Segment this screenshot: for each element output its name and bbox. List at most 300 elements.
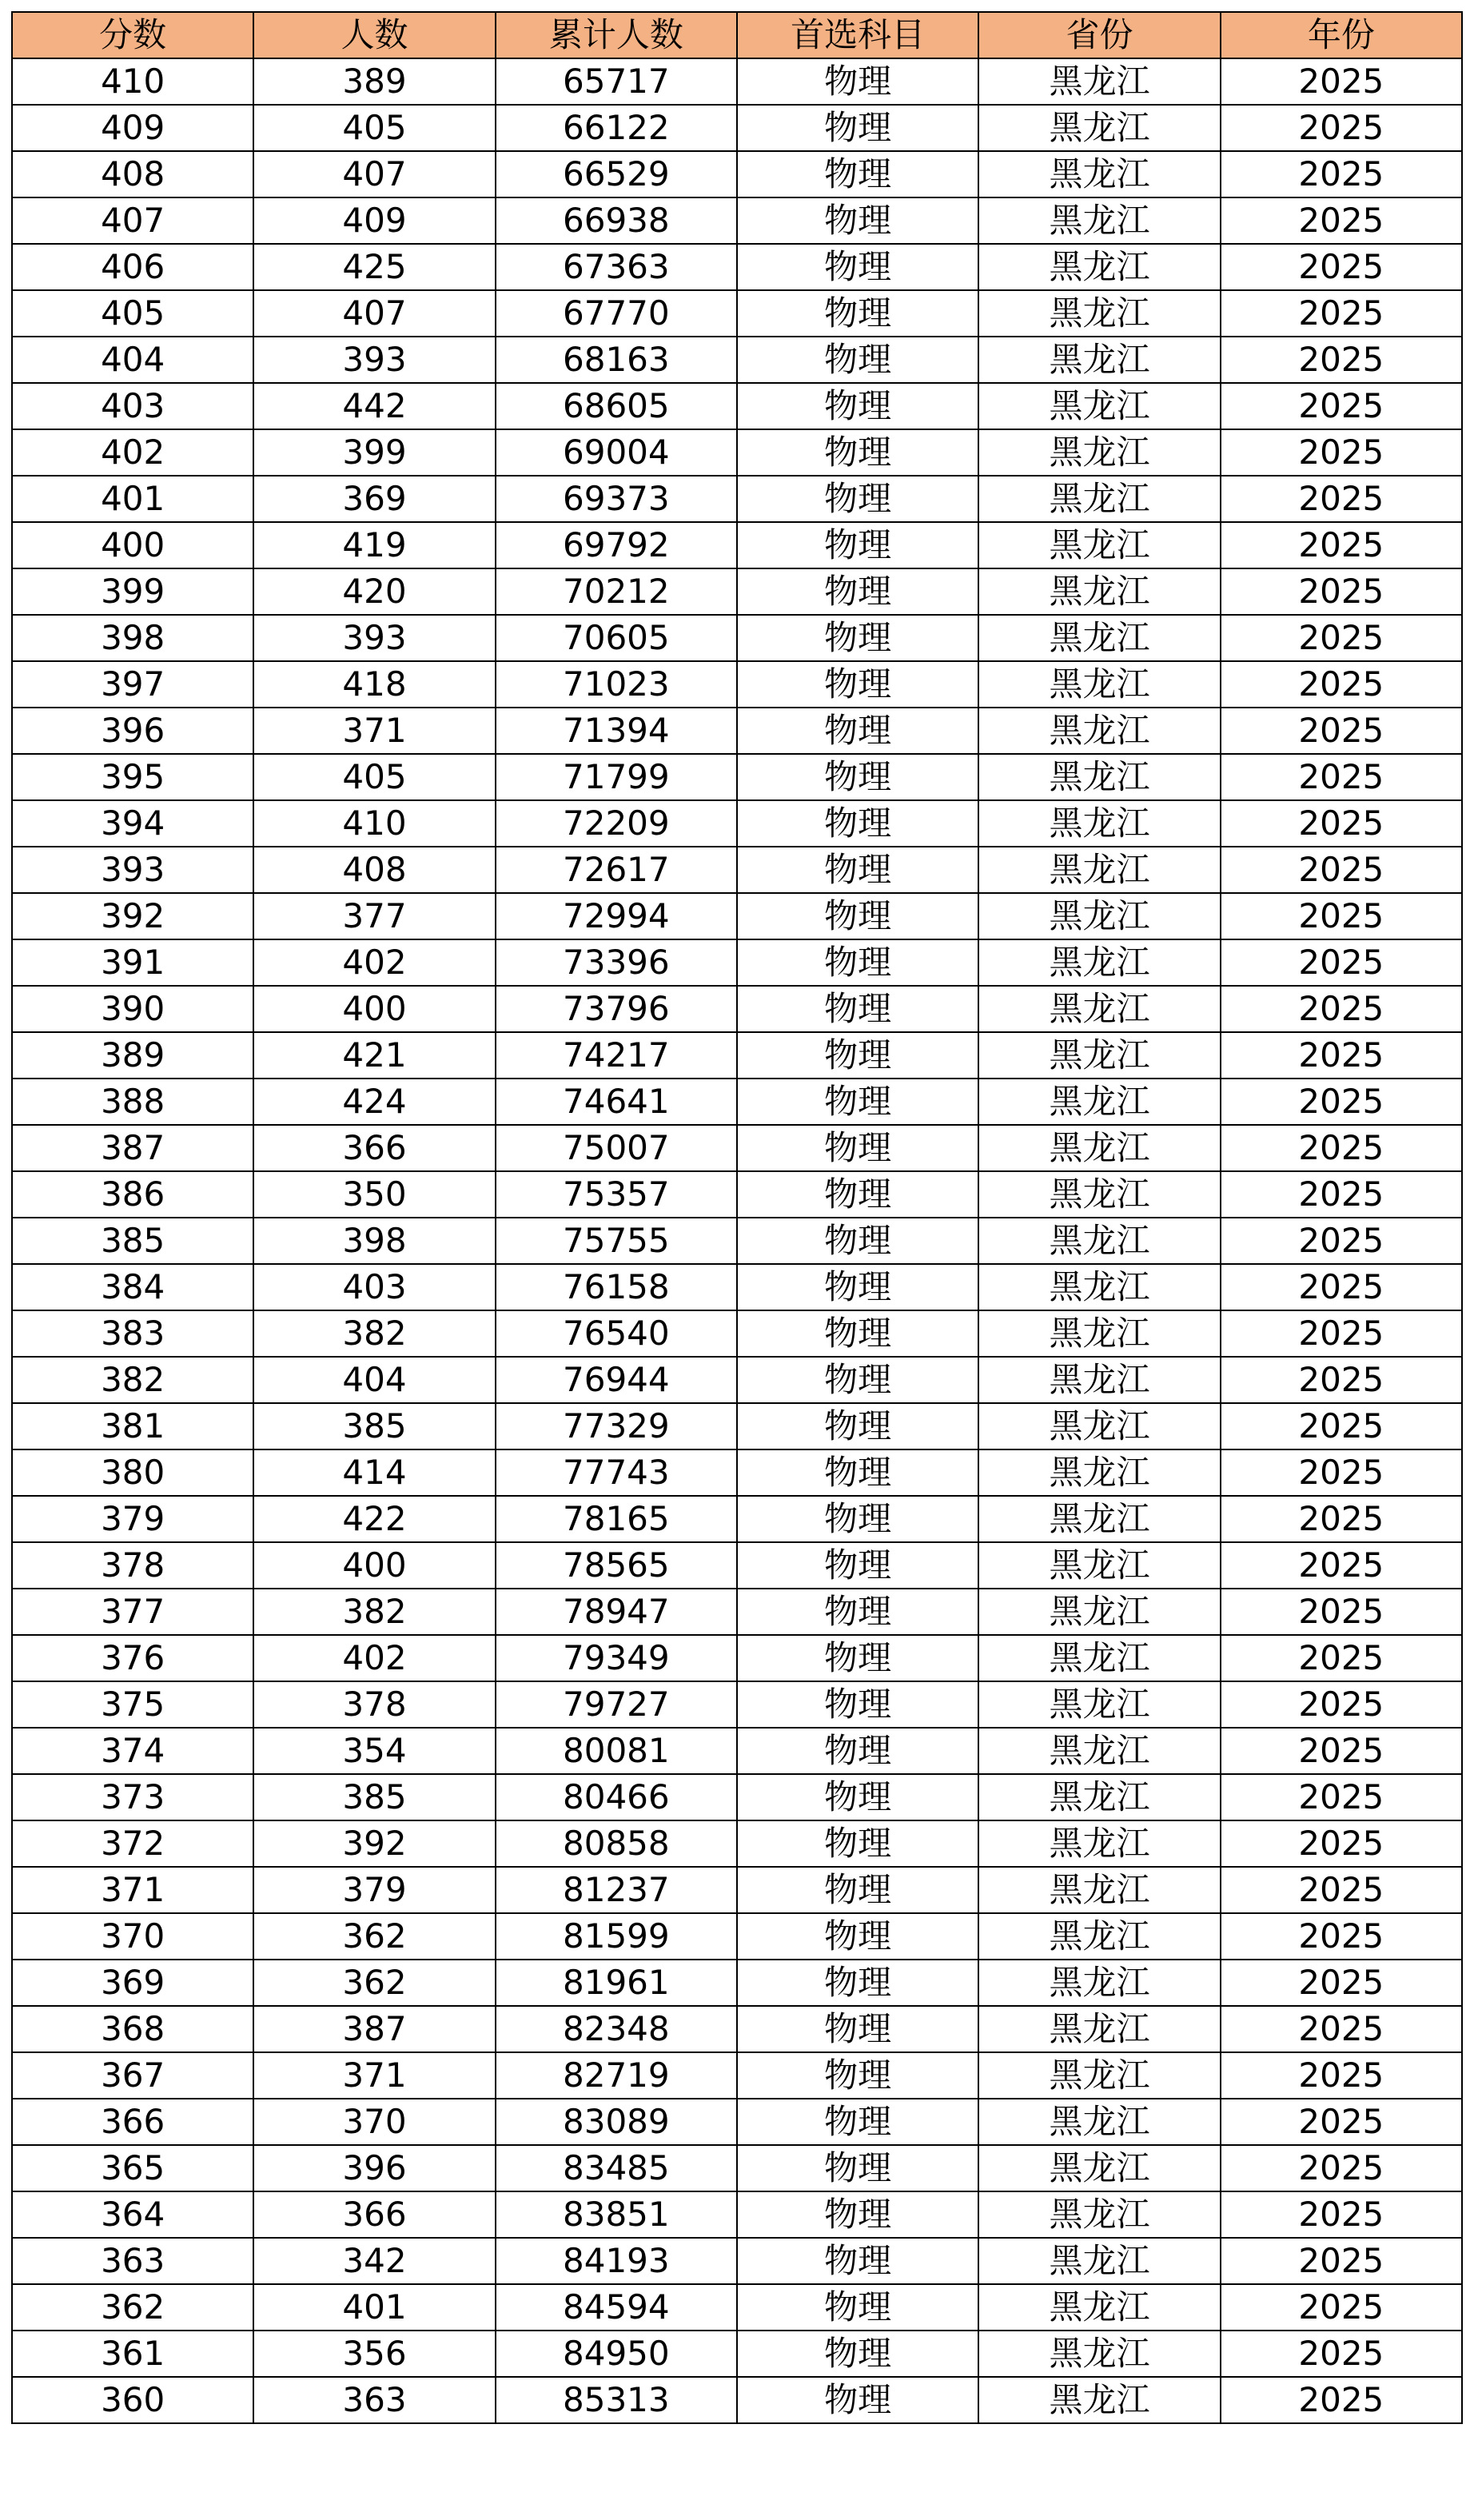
table-row xyxy=(12,522,1462,568)
table-row xyxy=(12,1310,1462,1357)
table-row xyxy=(12,337,1462,383)
province-cell: 黑龙江 xyxy=(978,476,1220,522)
year-cell: 2025 xyxy=(1221,754,1462,800)
count-cell: 356 xyxy=(253,2331,495,2377)
score-cell: 371 xyxy=(12,1867,253,1913)
province-cell: 黑龙江 xyxy=(978,1032,1220,1079)
subject-cell: 物理 xyxy=(737,2284,978,2331)
subject-cell: 物理 xyxy=(737,568,978,615)
province-cell: 黑龙江 xyxy=(978,939,1220,986)
year-cell: 2025 xyxy=(1221,2238,1462,2284)
score-cell: 404 xyxy=(12,337,253,383)
header-score: 分数 xyxy=(12,12,253,58)
subject-cell: 物理 xyxy=(737,708,978,754)
table-row xyxy=(12,1542,1462,1589)
province-cell: 黑龙江 xyxy=(978,1867,1220,1913)
cumulative-cell: 78947 xyxy=(496,1589,737,1635)
header-cumulative: 累计人数 xyxy=(496,12,737,58)
count-cell: 398 xyxy=(253,1218,495,1264)
year-cell: 2025 xyxy=(1221,800,1462,847)
cumulative-cell: 81961 xyxy=(496,1960,737,2006)
count-cell: 387 xyxy=(253,2006,495,2052)
year-cell: 2025 xyxy=(1221,1774,1462,1820)
table-row xyxy=(12,568,1462,615)
table-row xyxy=(12,754,1462,800)
cumulative-cell: 82719 xyxy=(496,2052,737,2099)
province-cell: 黑龙江 xyxy=(978,1449,1220,1496)
year-cell: 2025 xyxy=(1221,1542,1462,1589)
year-cell: 2025 xyxy=(1221,151,1462,197)
table-row xyxy=(12,2238,1462,2284)
table-row xyxy=(12,1913,1462,1960)
count-cell: 414 xyxy=(253,1449,495,1496)
count-cell: 362 xyxy=(253,1960,495,2006)
cumulative-cell: 84193 xyxy=(496,2238,737,2284)
province-cell: 黑龙江 xyxy=(978,847,1220,893)
score-cell: 367 xyxy=(12,2052,253,2099)
year-cell: 2025 xyxy=(1221,197,1462,244)
header-subject: 首选科目 xyxy=(737,12,978,58)
year-cell: 2025 xyxy=(1221,1125,1462,1171)
subject-cell: 物理 xyxy=(737,1913,978,1960)
table-row xyxy=(12,708,1462,754)
subject-cell: 物理 xyxy=(737,2331,978,2377)
cumulative-cell: 67363 xyxy=(496,244,737,290)
cumulative-cell: 80858 xyxy=(496,1820,737,1867)
subject-cell: 物理 xyxy=(737,2377,978,2423)
subject-cell: 物理 xyxy=(737,939,978,986)
year-cell: 2025 xyxy=(1221,105,1462,151)
subject-cell: 物理 xyxy=(737,1728,978,1774)
cumulative-cell: 83485 xyxy=(496,2145,737,2191)
year-cell: 2025 xyxy=(1221,1913,1462,1960)
province-cell: 黑龙江 xyxy=(978,1913,1220,1960)
province-cell: 黑龙江 xyxy=(978,1403,1220,1449)
score-cell: 401 xyxy=(12,476,253,522)
cumulative-cell: 77329 xyxy=(496,1403,737,1449)
cumulative-cell: 69373 xyxy=(496,476,737,522)
subject-cell: 物理 xyxy=(737,847,978,893)
year-cell: 2025 xyxy=(1221,986,1462,1032)
count-cell: 403 xyxy=(253,1264,495,1310)
cumulative-cell: 71023 xyxy=(496,661,737,708)
subject-cell: 物理 xyxy=(737,197,978,244)
year-cell: 2025 xyxy=(1221,58,1462,105)
score-cell: 381 xyxy=(12,1403,253,1449)
score-cell: 395 xyxy=(12,754,253,800)
year-cell: 2025 xyxy=(1221,1357,1462,1403)
score-table xyxy=(11,11,1463,2424)
score-cell: 405 xyxy=(12,290,253,337)
count-cell: 377 xyxy=(253,893,495,939)
count-cell: 408 xyxy=(253,847,495,893)
province-cell: 黑龙江 xyxy=(978,1820,1220,1867)
subject-cell: 物理 xyxy=(737,1403,978,1449)
table-row xyxy=(12,986,1462,1032)
subject-cell: 物理 xyxy=(737,522,978,568)
score-cell: 375 xyxy=(12,1681,253,1728)
province-cell: 黑龙江 xyxy=(978,1496,1220,1542)
province-cell: 黑龙江 xyxy=(978,522,1220,568)
count-cell: 409 xyxy=(253,197,495,244)
year-cell: 2025 xyxy=(1221,429,1462,476)
year-cell: 2025 xyxy=(1221,847,1462,893)
cumulative-cell: 78165 xyxy=(496,1496,737,1542)
cumulative-cell: 72617 xyxy=(496,847,737,893)
province-cell: 黑龙江 xyxy=(978,1125,1220,1171)
year-cell: 2025 xyxy=(1221,1310,1462,1357)
table-row xyxy=(12,1960,1462,2006)
subject-cell: 物理 xyxy=(737,1264,978,1310)
score-cell: 373 xyxy=(12,1774,253,1820)
subject-cell: 物理 xyxy=(737,1589,978,1635)
cumulative-cell: 70212 xyxy=(496,568,737,615)
count-cell: 410 xyxy=(253,800,495,847)
count-cell: 342 xyxy=(253,2238,495,2284)
score-cell: 361 xyxy=(12,2331,253,2377)
count-cell: 404 xyxy=(253,1357,495,1403)
year-cell: 2025 xyxy=(1221,1264,1462,1310)
cumulative-cell: 66122 xyxy=(496,105,737,151)
count-cell: 399 xyxy=(253,429,495,476)
score-cell: 366 xyxy=(12,2099,253,2145)
province-cell: 黑龙江 xyxy=(978,1960,1220,2006)
count-cell: 362 xyxy=(253,1913,495,1960)
header-province: 省份 xyxy=(978,12,1220,58)
subject-cell: 物理 xyxy=(737,58,978,105)
count-cell: 382 xyxy=(253,1589,495,1635)
cumulative-cell: 74641 xyxy=(496,1079,737,1125)
score-cell: 400 xyxy=(12,522,253,568)
cumulative-cell: 73396 xyxy=(496,939,737,986)
table-row xyxy=(12,476,1462,522)
table-row xyxy=(12,661,1462,708)
count-cell: 393 xyxy=(253,615,495,661)
province-cell: 黑龙江 xyxy=(978,1681,1220,1728)
cumulative-cell: 83089 xyxy=(496,2099,737,2145)
score-cell: 403 xyxy=(12,383,253,429)
province-cell: 黑龙江 xyxy=(978,1589,1220,1635)
table-row xyxy=(12,2284,1462,2331)
table-row xyxy=(12,429,1462,476)
year-cell: 2025 xyxy=(1221,1218,1462,1264)
score-cell: 380 xyxy=(12,1449,253,1496)
score-cell: 372 xyxy=(12,1820,253,1867)
subject-cell: 物理 xyxy=(737,1681,978,1728)
province-cell: 黑龙江 xyxy=(978,2006,1220,2052)
province-cell: 黑龙江 xyxy=(978,1310,1220,1357)
province-cell: 黑龙江 xyxy=(978,429,1220,476)
province-cell: 黑龙江 xyxy=(978,1774,1220,1820)
score-cell: 360 xyxy=(12,2377,253,2423)
province-cell: 黑龙江 xyxy=(978,197,1220,244)
subject-cell: 物理 xyxy=(737,2052,978,2099)
table-row xyxy=(12,1357,1462,1403)
table-row xyxy=(12,2099,1462,2145)
subject-cell: 物理 xyxy=(737,1960,978,2006)
count-cell: 421 xyxy=(253,1032,495,1079)
score-cell: 408 xyxy=(12,151,253,197)
province-cell: 黑龙江 xyxy=(978,800,1220,847)
score-cell: 389 xyxy=(12,1032,253,1079)
table-row xyxy=(12,1264,1462,1310)
year-cell: 2025 xyxy=(1221,337,1462,383)
year-cell: 2025 xyxy=(1221,1079,1462,1125)
table-row xyxy=(12,151,1462,197)
year-cell: 2025 xyxy=(1221,290,1462,337)
subject-cell: 物理 xyxy=(737,661,978,708)
score-cell: 378 xyxy=(12,1542,253,1589)
subject-cell: 物理 xyxy=(737,151,978,197)
count-cell: 392 xyxy=(253,1820,495,1867)
score-cell: 399 xyxy=(12,568,253,615)
subject-cell: 物理 xyxy=(737,1635,978,1681)
year-cell: 2025 xyxy=(1221,2006,1462,2052)
subject-cell: 物理 xyxy=(737,1218,978,1264)
score-cell: 387 xyxy=(12,1125,253,1171)
year-cell: 2025 xyxy=(1221,1403,1462,1449)
cumulative-cell: 81599 xyxy=(496,1913,737,1960)
score-cell: 386 xyxy=(12,1171,253,1218)
province-cell: 黑龙江 xyxy=(978,754,1220,800)
table-row xyxy=(12,2191,1462,2238)
count-cell: 424 xyxy=(253,1079,495,1125)
count-cell: 405 xyxy=(253,754,495,800)
count-cell: 385 xyxy=(253,1774,495,1820)
count-cell: 379 xyxy=(253,1867,495,1913)
subject-cell: 物理 xyxy=(737,2238,978,2284)
subject-cell: 物理 xyxy=(737,1079,978,1125)
score-cell: 406 xyxy=(12,244,253,290)
province-cell: 黑龙江 xyxy=(978,290,1220,337)
cumulative-cell: 76944 xyxy=(496,1357,737,1403)
table-row xyxy=(12,1218,1462,1264)
score-cell: 397 xyxy=(12,661,253,708)
year-cell: 2025 xyxy=(1221,893,1462,939)
cumulative-cell: 67770 xyxy=(496,290,737,337)
subject-cell: 物理 xyxy=(737,2099,978,2145)
count-cell: 422 xyxy=(253,1496,495,1542)
table-row xyxy=(12,1496,1462,1542)
cumulative-cell: 75357 xyxy=(496,1171,737,1218)
count-cell: 425 xyxy=(253,244,495,290)
count-cell: 354 xyxy=(253,1728,495,1774)
count-cell: 407 xyxy=(253,290,495,337)
subject-cell: 物理 xyxy=(737,1867,978,1913)
cumulative-cell: 75007 xyxy=(496,1125,737,1171)
score-cell: 390 xyxy=(12,986,253,1032)
year-cell: 2025 xyxy=(1221,2191,1462,2238)
table-row xyxy=(12,1125,1462,1171)
table-row xyxy=(12,1820,1462,1867)
score-cell: 407 xyxy=(12,197,253,244)
count-cell: 402 xyxy=(253,939,495,986)
cumulative-cell: 71799 xyxy=(496,754,737,800)
count-cell: 350 xyxy=(253,1171,495,1218)
score-cell: 376 xyxy=(12,1635,253,1681)
table-row xyxy=(12,1681,1462,1728)
table-row xyxy=(12,197,1462,244)
subject-cell: 物理 xyxy=(737,615,978,661)
cumulative-cell: 73796 xyxy=(496,986,737,1032)
count-cell: 370 xyxy=(253,2099,495,2145)
province-cell: 黑龙江 xyxy=(978,2191,1220,2238)
header-count: 人数 xyxy=(253,12,495,58)
score-cell: 364 xyxy=(12,2191,253,2238)
year-cell: 2025 xyxy=(1221,522,1462,568)
cumulative-cell: 80081 xyxy=(496,1728,737,1774)
subject-cell: 物理 xyxy=(737,429,978,476)
year-cell: 2025 xyxy=(1221,1032,1462,1079)
year-cell: 2025 xyxy=(1221,1728,1462,1774)
table-row xyxy=(12,939,1462,986)
cumulative-cell: 81237 xyxy=(496,1867,737,1913)
year-cell: 2025 xyxy=(1221,939,1462,986)
province-cell: 黑龙江 xyxy=(978,568,1220,615)
province-cell: 黑龙江 xyxy=(978,244,1220,290)
subject-cell: 物理 xyxy=(737,986,978,1032)
year-cell: 2025 xyxy=(1221,1449,1462,1496)
province-cell: 黑龙江 xyxy=(978,615,1220,661)
subject-cell: 物理 xyxy=(737,476,978,522)
province-cell: 黑龙江 xyxy=(978,58,1220,105)
table-row xyxy=(12,1589,1462,1635)
year-cell: 2025 xyxy=(1221,661,1462,708)
table-row xyxy=(12,2331,1462,2377)
cumulative-cell: 76540 xyxy=(496,1310,737,1357)
year-cell: 2025 xyxy=(1221,615,1462,661)
year-cell: 2025 xyxy=(1221,2331,1462,2377)
count-cell: 400 xyxy=(253,1542,495,1589)
score-cell: 362 xyxy=(12,2284,253,2331)
score-cell: 379 xyxy=(12,1496,253,1542)
cumulative-cell: 66938 xyxy=(496,197,737,244)
province-cell: 黑龙江 xyxy=(978,2284,1220,2331)
table-row xyxy=(12,1635,1462,1681)
count-cell: 402 xyxy=(253,1635,495,1681)
score-cell: 385 xyxy=(12,1218,253,1264)
table-row xyxy=(12,290,1462,337)
count-cell: 420 xyxy=(253,568,495,615)
subject-cell: 物理 xyxy=(737,1542,978,1589)
year-cell: 2025 xyxy=(1221,1867,1462,1913)
year-cell: 2025 xyxy=(1221,1820,1462,1867)
subject-cell: 物理 xyxy=(737,1820,978,1867)
table-row xyxy=(12,1403,1462,1449)
score-cell: 388 xyxy=(12,1079,253,1125)
province-cell: 黑龙江 xyxy=(978,105,1220,151)
province-cell: 黑龙江 xyxy=(978,2377,1220,2423)
table-row xyxy=(12,800,1462,847)
cumulative-cell: 75755 xyxy=(496,1218,737,1264)
year-cell: 2025 xyxy=(1221,244,1462,290)
table-body xyxy=(12,58,1462,2423)
subject-cell: 物理 xyxy=(737,383,978,429)
count-cell: 378 xyxy=(253,1681,495,1728)
province-cell: 黑龙江 xyxy=(978,2331,1220,2377)
subject-cell: 物理 xyxy=(737,1125,978,1171)
year-cell: 2025 xyxy=(1221,2145,1462,2191)
score-cell: 409 xyxy=(12,105,253,151)
province-cell: 黑龙江 xyxy=(978,383,1220,429)
cumulative-cell: 65717 xyxy=(496,58,737,105)
score-cell: 393 xyxy=(12,847,253,893)
score-cell: 383 xyxy=(12,1310,253,1357)
year-cell: 2025 xyxy=(1221,2377,1462,2423)
table-row xyxy=(12,1728,1462,1774)
table-row xyxy=(12,244,1462,290)
score-cell: 402 xyxy=(12,429,253,476)
cumulative-cell: 78565 xyxy=(496,1542,737,1589)
cumulative-cell: 83851 xyxy=(496,2191,737,2238)
cumulative-cell: 76158 xyxy=(496,1264,737,1310)
cumulative-cell: 82348 xyxy=(496,2006,737,2052)
table-row xyxy=(12,383,1462,429)
count-cell: 385 xyxy=(253,1403,495,1449)
score-cell: 377 xyxy=(12,1589,253,1635)
cumulative-cell: 69004 xyxy=(496,429,737,476)
cumulative-cell: 66529 xyxy=(496,151,737,197)
province-cell: 黑龙江 xyxy=(978,1542,1220,1589)
year-cell: 2025 xyxy=(1221,1960,1462,2006)
province-cell: 黑龙江 xyxy=(978,1218,1220,1264)
cumulative-cell: 68163 xyxy=(496,337,737,383)
province-cell: 黑龙江 xyxy=(978,708,1220,754)
score-cell: 370 xyxy=(12,1913,253,1960)
count-cell: 407 xyxy=(253,151,495,197)
score-cell: 396 xyxy=(12,708,253,754)
subject-cell: 物理 xyxy=(737,337,978,383)
score-cell: 374 xyxy=(12,1728,253,1774)
subject-cell: 物理 xyxy=(737,1357,978,1403)
province-cell: 黑龙江 xyxy=(978,661,1220,708)
cumulative-cell: 74217 xyxy=(496,1032,737,1079)
year-cell: 2025 xyxy=(1221,2099,1462,2145)
year-cell: 2025 xyxy=(1221,1681,1462,1728)
year-cell: 2025 xyxy=(1221,568,1462,615)
province-cell: 黑龙江 xyxy=(978,1357,1220,1403)
table-row xyxy=(12,1171,1462,1218)
score-cell: 369 xyxy=(12,1960,253,2006)
subject-cell: 物理 xyxy=(737,2145,978,2191)
table-row xyxy=(12,615,1462,661)
score-cell: 392 xyxy=(12,893,253,939)
score-cell: 410 xyxy=(12,58,253,105)
count-cell: 371 xyxy=(253,708,495,754)
cumulative-cell: 85313 xyxy=(496,2377,737,2423)
province-cell: 黑龙江 xyxy=(978,151,1220,197)
score-cell: 394 xyxy=(12,800,253,847)
count-cell: 363 xyxy=(253,2377,495,2423)
table-row xyxy=(12,1774,1462,1820)
year-cell: 2025 xyxy=(1221,1589,1462,1635)
cumulative-cell: 70605 xyxy=(496,615,737,661)
province-cell: 黑龙江 xyxy=(978,337,1220,383)
table-row xyxy=(12,1449,1462,1496)
subject-cell: 物理 xyxy=(737,800,978,847)
subject-cell: 物理 xyxy=(737,1449,978,1496)
year-cell: 2025 xyxy=(1221,2284,1462,2331)
count-cell: 442 xyxy=(253,383,495,429)
province-cell: 黑龙江 xyxy=(978,1079,1220,1125)
header-row xyxy=(12,12,1462,58)
province-cell: 黑龙江 xyxy=(978,2052,1220,2099)
cumulative-cell: 71394 xyxy=(496,708,737,754)
score-cell: 398 xyxy=(12,615,253,661)
cumulative-cell: 84594 xyxy=(496,2284,737,2331)
subject-cell: 物理 xyxy=(737,1171,978,1218)
year-cell: 2025 xyxy=(1221,476,1462,522)
